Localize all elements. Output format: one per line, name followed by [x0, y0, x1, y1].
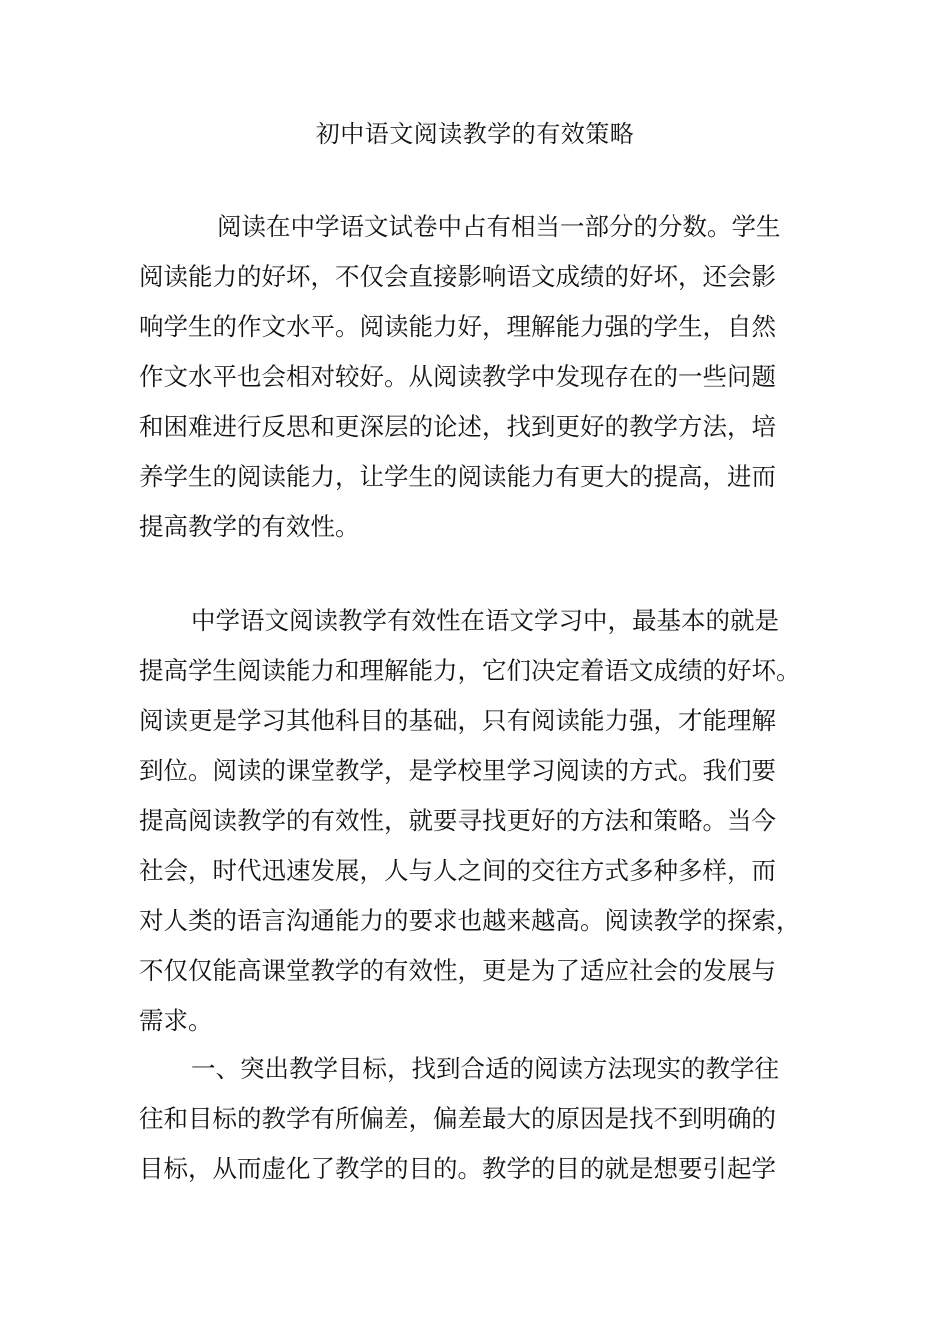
paragraph-line: 作文水平也会相对较好。从阅读教学中发现存在的一些问题	[139, 362, 776, 391]
paragraph-line: 目标，从而虚化了教学的目的。教学的目的就是想要引起学	[139, 1154, 776, 1183]
paragraph-line: 一、突出教学目标，找到合适的阅读方法现实的教学往	[191, 1054, 779, 1083]
paragraph-line: 阅读更是学习其他科目的基础，只有阅读能力强，才能理解	[139, 706, 776, 735]
paragraph-line: 阅读在中学语文试卷中占有相当一部分的分数。学生	[217, 212, 781, 241]
paragraph-line: 提高阅读教学的有效性，就要寻找更好的方法和策略。当今	[139, 806, 776, 835]
paragraph-line: 到位。阅读的课堂教学，是学校里学习阅读的方式。我们要	[139, 756, 776, 785]
paragraph-line: 社会，时代迅速发展，人与人之间的交往方式多种多样，而	[139, 856, 776, 885]
paragraph-line: 响学生的作文水平。阅读能力好，理解能力强的学生，自然	[139, 312, 776, 341]
paragraph-line: 往和目标的教学有所偏差，偏差最大的原因是找不到明确的	[139, 1104, 776, 1133]
paragraph-1	[139, 202, 811, 552]
paragraph-line: 需求。	[139, 1006, 213, 1035]
paragraph-line: 中学语文阅读教学有效性在语文学习中，最基本的就是	[191, 606, 779, 635]
paragraph-3	[139, 1044, 811, 1194]
paragraph-line: 对人类的语言沟通能力的要求也越来越高。阅读教学的探索，	[139, 906, 801, 935]
paragraph-line: 养学生的阅读能力，让学生的阅读能力有更大的提高，进而	[139, 462, 776, 491]
paragraph-line: 和困难进行反思和更深层的论述，找到更好的教学方法，培	[139, 412, 776, 441]
paragraph-line: 阅读能力的好坏，不仅会直接影响语文成绩的好坏，还会影	[139, 262, 776, 291]
paragraph-line: 不仅仅能高课堂教学的有效性，更是为了适应社会的发展与	[139, 956, 776, 985]
paragraph-2	[139, 596, 811, 1046]
document-title: 初中语文阅读教学的有效策略	[315, 120, 635, 148]
paragraph-line: 提高教学的有效性。	[139, 512, 360, 541]
paragraph-line: 提高学生阅读能力和理解能力，它们决定着语文成绩的好坏。	[139, 656, 801, 685]
